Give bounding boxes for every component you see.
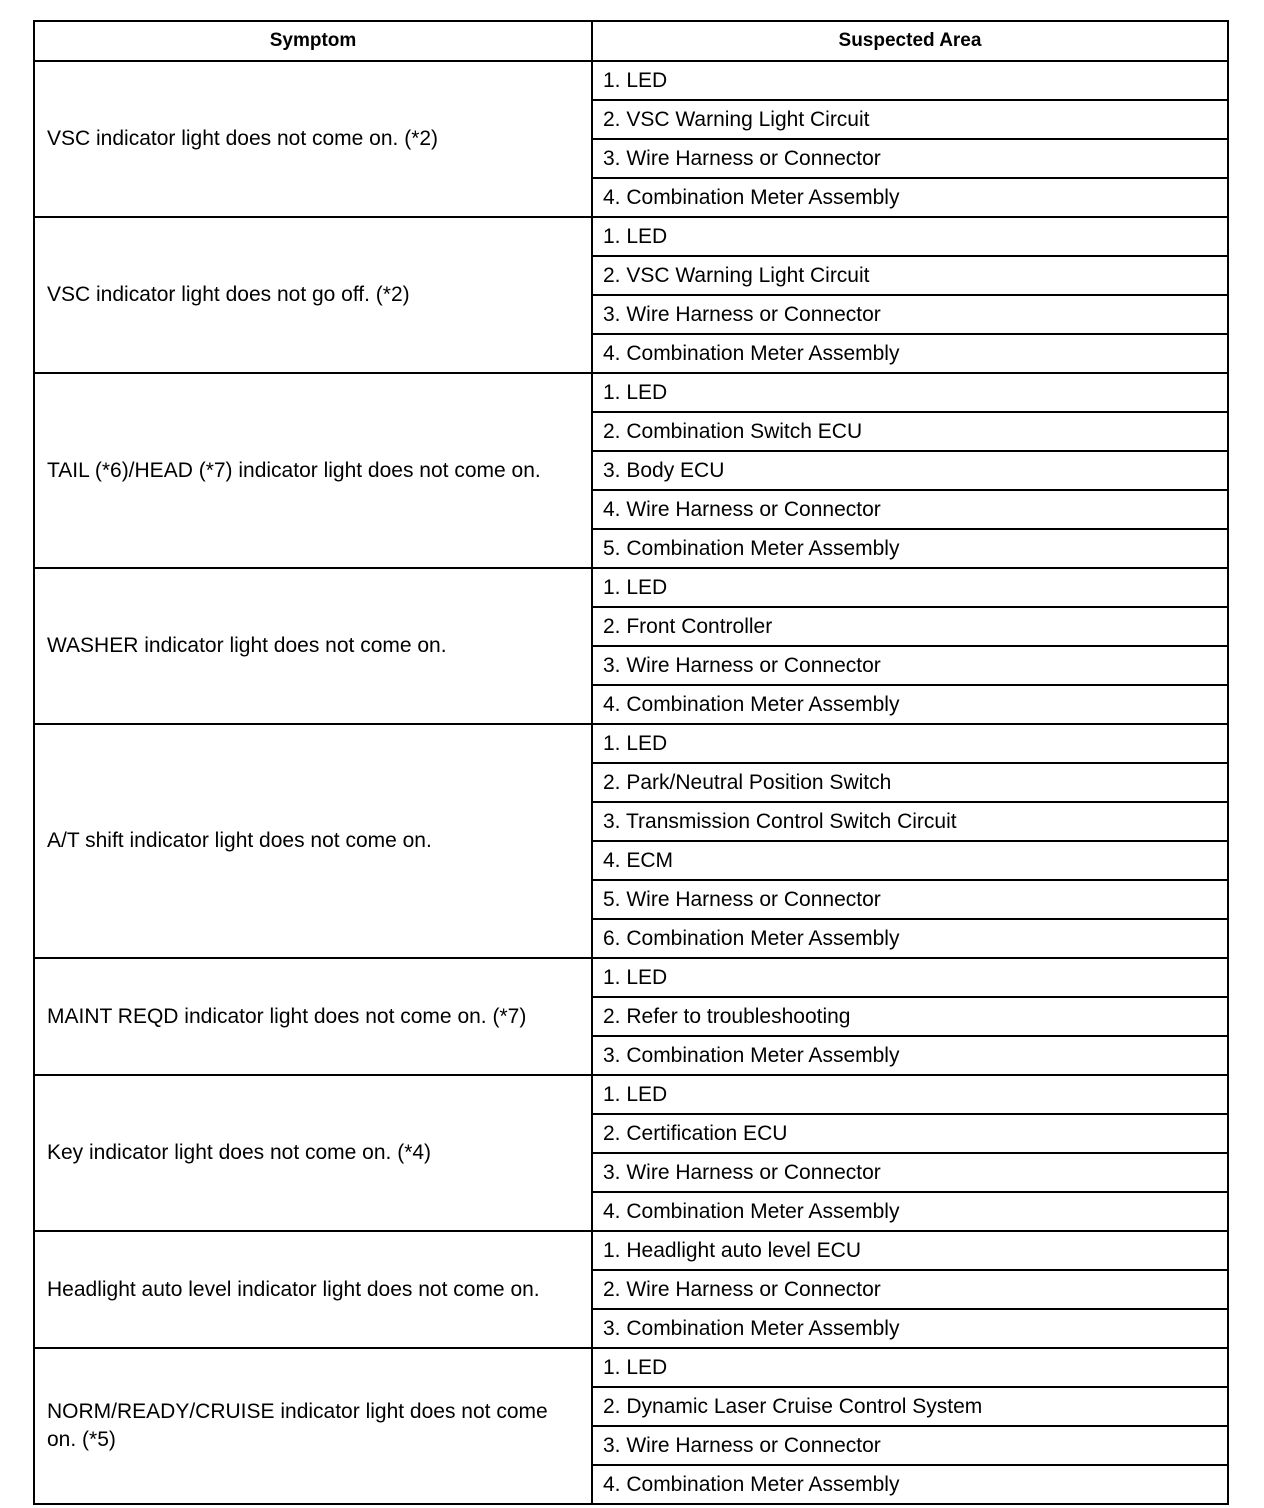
suspected-area-cell: 3. Wire Harness or Connector	[592, 1426, 1228, 1465]
symptom-cell: Key indicator light does not come on. (*4)	[34, 1075, 592, 1231]
table-body	[34, 61, 1228, 1504]
symptom-header: Symptom	[34, 21, 592, 61]
suspected-area-cell: 6. Combination Meter Assembly	[592, 919, 1228, 958]
header-row	[34, 21, 1228, 61]
symptom-cell: MAINT REQD indicator light does not come on. (*7)	[34, 958, 592, 1075]
suspected-area-cell: 3. Wire Harness or Connector	[592, 139, 1228, 178]
symptom-cell: TAIL (*6)/HEAD (*7) indicator light does not come on.	[34, 373, 592, 568]
suspected-area-cell: 3. Transmission Control Switch Circuit	[592, 802, 1228, 841]
table-row	[34, 568, 1228, 607]
suspected-area-cell: 1. LED	[592, 217, 1228, 256]
suspected-area-cell: 4. Combination Meter Assembly	[592, 334, 1228, 373]
suspected-area-cell: 4. Combination Meter Assembly	[592, 1192, 1228, 1231]
suspected-area-cell: 2. Refer to troubleshooting	[592, 997, 1228, 1036]
symptom-cell: VSC indicator light does not go off. (*2)	[34, 217, 592, 373]
suspected-area-cell: 2. Park/Neutral Position Switch	[592, 763, 1228, 802]
suspected-area-cell: 4. Combination Meter Assembly	[592, 1465, 1228, 1504]
suspected-area-cell: 1. LED	[592, 1075, 1228, 1114]
symptom-cell: A/T shift indicator light does not come on.	[34, 724, 592, 958]
suspected-area-cell: 3. Wire Harness or Connector	[592, 646, 1228, 685]
suspected-area-cell: 3. Combination Meter Assembly	[592, 1036, 1228, 1075]
suspected-area-cell: 4. Wire Harness or Connector	[592, 490, 1228, 529]
suspected-area-cell: 4. Combination Meter Assembly	[592, 178, 1228, 217]
symptom-cell: Headlight auto level indicator light does not come on.	[34, 1231, 592, 1348]
table-row	[34, 1231, 1228, 1270]
suspected-area-cell: 2. Combination Switch ECU	[592, 412, 1228, 451]
table-row	[34, 958, 1228, 997]
suspected-area-header: Suspected Area	[592, 21, 1228, 61]
suspected-area-cell: 1. LED	[592, 724, 1228, 763]
suspected-area-cell: 2. VSC Warning Light Circuit	[592, 100, 1228, 139]
suspected-area-cell: 3. Combination Meter Assembly	[592, 1309, 1228, 1348]
suspected-area-cell: 3. Body ECU	[592, 451, 1228, 490]
suspected-area-cell: 1. LED	[592, 568, 1228, 607]
symptom-cell: VSC indicator light does not come on. (*2)	[34, 61, 592, 217]
suspected-area-cell: 4. Combination Meter Assembly	[592, 685, 1228, 724]
suspected-area-cell: 3. Wire Harness or Connector	[592, 295, 1228, 334]
suspected-area-cell: 2. Certification ECU	[592, 1114, 1228, 1153]
suspected-area-cell: 1. Headlight auto level ECU	[592, 1231, 1228, 1270]
suspected-area-cell: 4. ECM	[592, 841, 1228, 880]
suspected-area-cell: 5. Combination Meter Assembly	[592, 529, 1228, 568]
table-row	[34, 724, 1228, 763]
suspected-area-cell: 2. Dynamic Laser Cruise Control System	[592, 1387, 1228, 1426]
table-row	[34, 1075, 1228, 1114]
suspected-area-cell: 2. Wire Harness or Connector	[592, 1270, 1228, 1309]
table-row	[34, 373, 1228, 412]
table-row	[34, 61, 1228, 100]
suspected-area-cell: 1. LED	[592, 958, 1228, 997]
symptom-cell: WASHER indicator light does not come on.	[34, 568, 592, 724]
suspected-area-cell: 2. Front Controller	[592, 607, 1228, 646]
suspected-area-cell: 3. Wire Harness or Connector	[592, 1153, 1228, 1192]
table-row	[34, 217, 1228, 256]
table-row	[34, 1348, 1228, 1387]
symptom-table	[33, 20, 1229, 1505]
suspected-area-cell: 1. LED	[592, 1348, 1228, 1387]
symptom-cell: NORM/READY/CRUISE indicator light does not come on. (*5)	[34, 1348, 592, 1504]
suspected-area-cell: 1. LED	[592, 61, 1228, 100]
suspected-area-cell: 2. VSC Warning Light Circuit	[592, 256, 1228, 295]
suspected-area-cell: 1. LED	[592, 373, 1228, 412]
suspected-area-cell: 5. Wire Harness or Connector	[592, 880, 1228, 919]
